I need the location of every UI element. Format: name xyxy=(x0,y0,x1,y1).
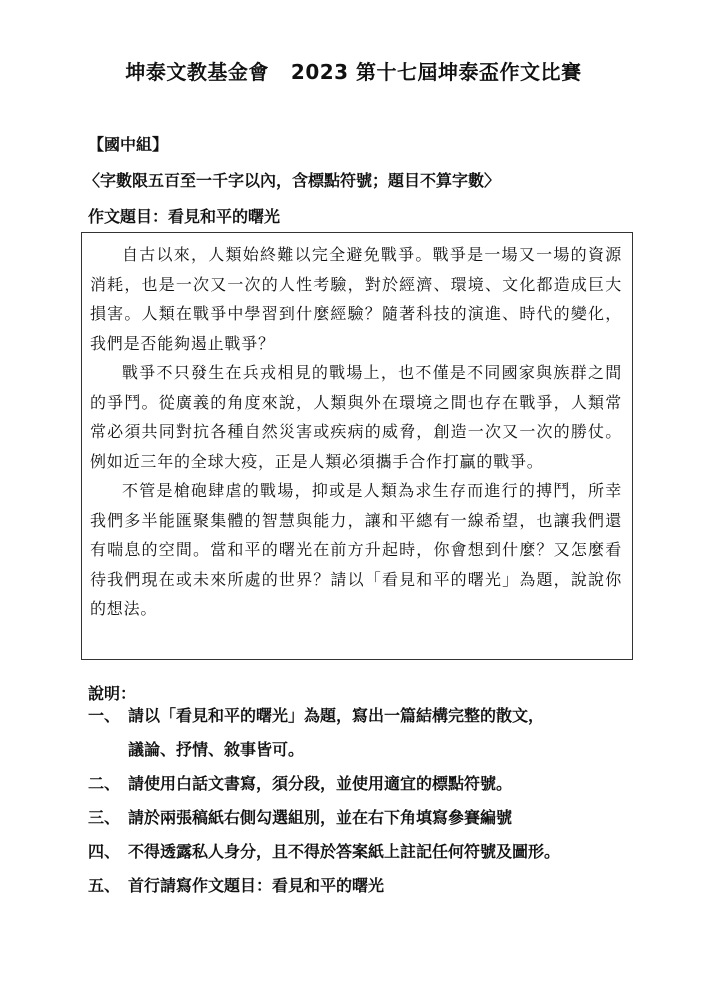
contest-name: 2023 第十七屆坤泰盃作文比賽 xyxy=(290,60,582,84)
instruction-item xyxy=(88,841,648,863)
instruction-text xyxy=(128,841,648,863)
prompt-paragraph: 戰爭不只發生在兵戎相見的戰場上，也不僅是不同國家與族群之間的爭鬥。從廣義的角度來說，人類與外在環境之間也存在戰爭，人類常常必須共同對抗各種自然災害或疾病的威脅，創造一次又一次的勝仗。例如近三年的全球大疫，正是人類必須攜手合作打贏的戰爭。 xyxy=(90,363,622,471)
instruction-line: 請使用白話文書寫，須分段，並使用適宜的標點符號。 xyxy=(128,774,513,793)
instruction-line: 請以「看見和平的曙光」為題，寫出一篇結構完整的散文， xyxy=(128,706,545,725)
instructions-list xyxy=(88,705,648,909)
organization-name: 坤泰文教基金會 xyxy=(125,60,269,84)
instruction-number: 四、 xyxy=(88,842,121,861)
essay-topic: 作文題目：看見和平的曙光 xyxy=(88,207,281,226)
instruction-text xyxy=(128,875,648,897)
instruction-item xyxy=(88,773,648,795)
instruction-item xyxy=(88,875,648,897)
instruction-number: 一、 xyxy=(88,706,121,725)
prompt-paragraph: 自古以來，人類始終難以完全避免戰爭。戰爭是一場又一場的資源消耗，也是一次又一次的人性考驗，對於經濟、環境、文化都造成巨大損害。人類在戰爭中學習到什麼經驗？隨著科技的演進、時代的變化，我們是否能夠遏止戰爭？ xyxy=(90,245,622,353)
instruction-text xyxy=(128,705,648,761)
instruction-line: 請於兩張稿紙右側勾選組別，並在右下角填寫參賽編號 xyxy=(128,808,513,827)
group-label: 【國中組】 xyxy=(88,135,169,154)
instructions-heading: 說明： xyxy=(88,684,137,703)
page-title xyxy=(0,56,707,85)
instruction-number: 二、 xyxy=(88,774,121,793)
instruction-item xyxy=(88,807,648,829)
instruction-number: 五、 xyxy=(88,876,121,895)
instruction-text xyxy=(128,773,648,795)
instruction-line: 不得透露私人身分，且不得於答案紙上註記任何符號及圖形。 xyxy=(128,842,561,861)
instruction-line: 議論、抒情、敘事皆可。 xyxy=(128,740,305,759)
instruction-line: 首行請寫作文題目：看見和平的曙光 xyxy=(128,876,385,895)
instruction-text xyxy=(128,807,648,829)
prompt-paragraph: 不管是槍砲肆虐的戰場，抑或是人類為求生存而進行的搏鬥，所幸我們多半能匯聚集體的智慧與能力，讓和平總有一線希望，也讓我們還有喘息的空間。當和平的曙光在前方升起時，你會想到什麼？又怎麼看待我們現在或未來所處的世界？請以「看見和平的曙光」為題，說說你的想法。 xyxy=(90,481,622,618)
instruction-item xyxy=(88,705,648,761)
prompt-box xyxy=(81,232,633,660)
instruction-number: 三、 xyxy=(88,808,121,827)
word-limit-note: 〈字數限五百至一千字以內，含標點符號；題目不算字數〉 xyxy=(84,171,501,190)
